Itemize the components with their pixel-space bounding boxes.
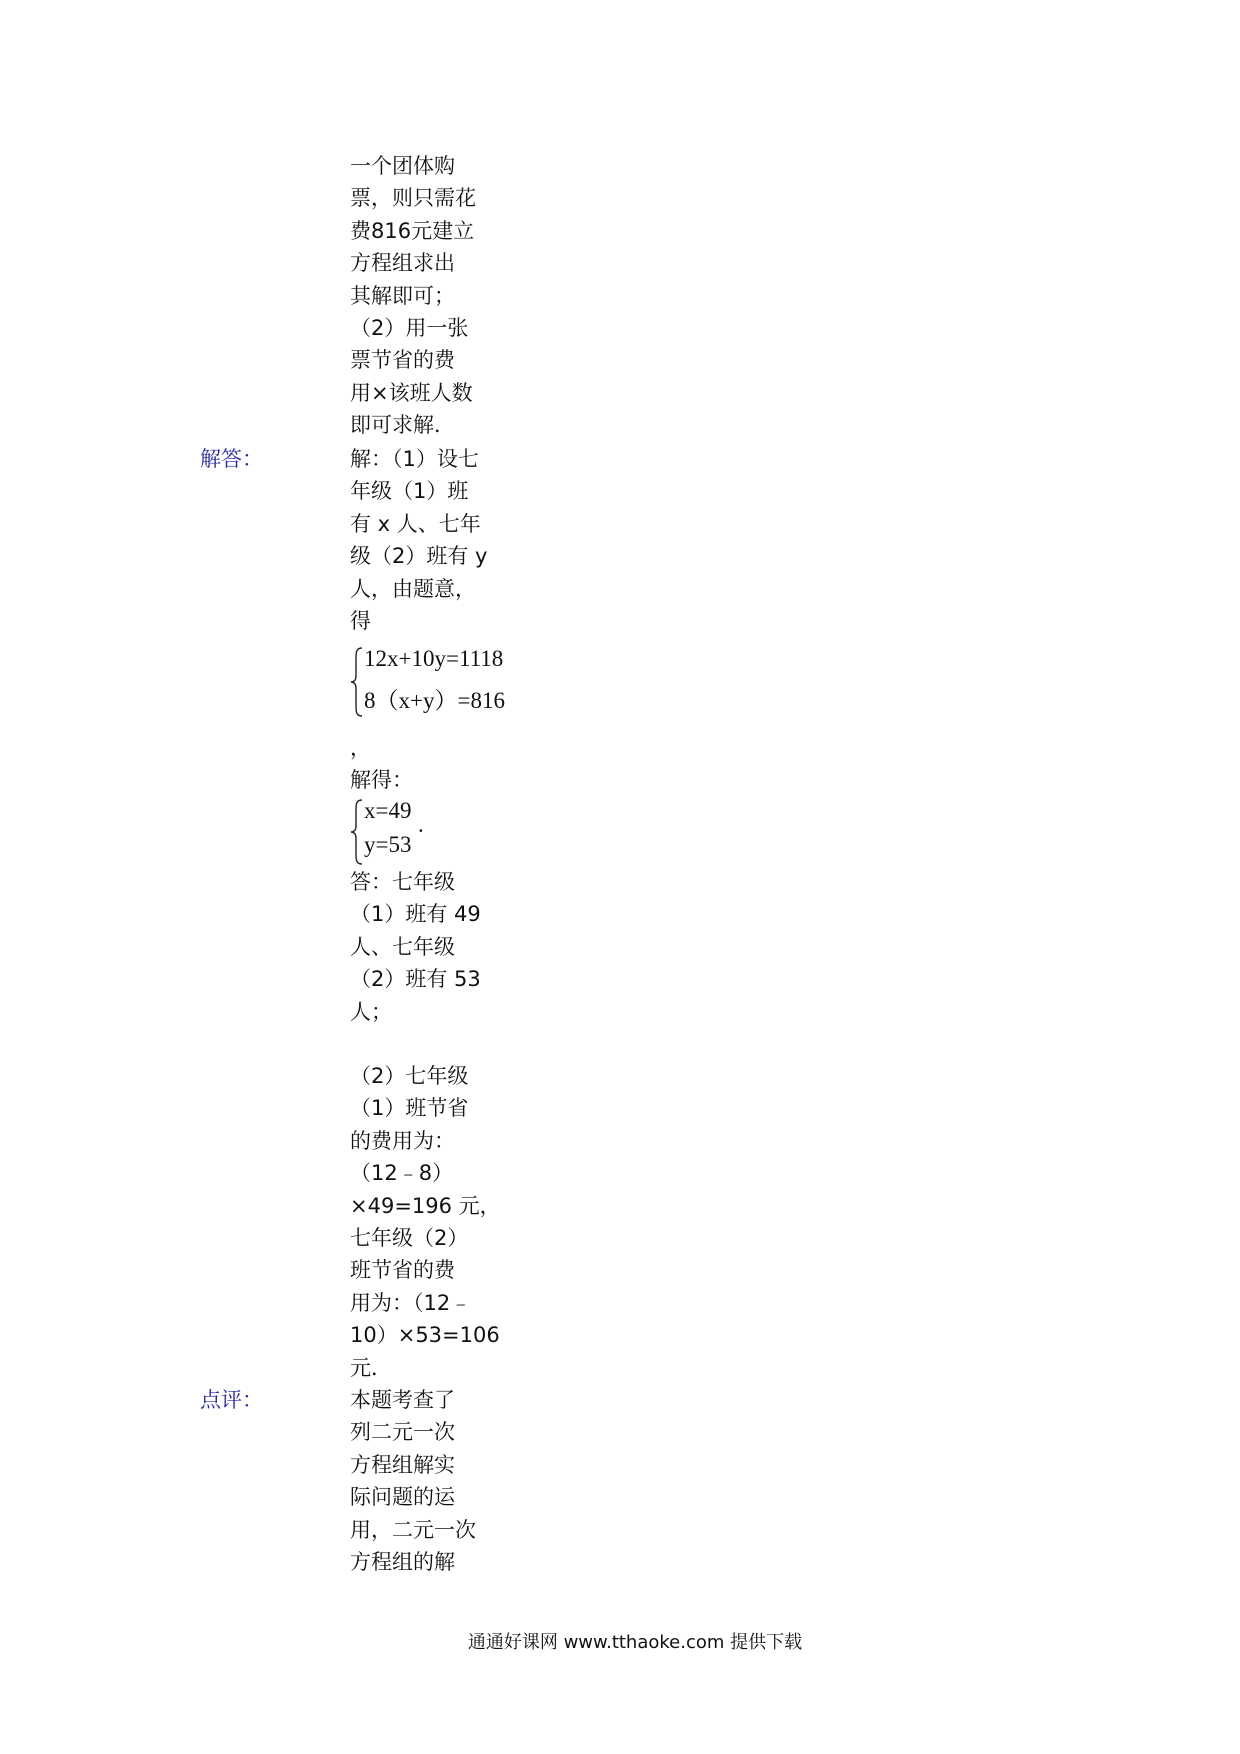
left-brace-icon xyxy=(350,646,364,718)
answer-line: 解：（1）设七 xyxy=(350,447,479,471)
answer-line: 元． xyxy=(350,1355,392,1380)
comment-line: 方程组的解 xyxy=(350,1549,455,1574)
comment-text xyxy=(350,1384,510,1578)
answer-line: 用为：（12﹣ xyxy=(350,1290,472,1315)
answer-line: （1）班有 49 xyxy=(350,902,481,927)
answer-line: 班节省的费 xyxy=(350,1258,455,1283)
comment-line: 本题考查了 xyxy=(350,1388,455,1412)
analysis-line: 即可求解． xyxy=(350,413,455,438)
answer-intro xyxy=(350,443,510,637)
page-footer: 通通好课网 www.tthaoke.com 提供下载 xyxy=(467,1632,803,1653)
answer-line: （12﹣8） xyxy=(350,1161,454,1186)
analysis-line: 其解即可； xyxy=(350,283,455,308)
answer-line: 人，由题意， xyxy=(350,576,476,601)
answer-line: 人； xyxy=(350,999,392,1024)
answer-line: ×49=196 元， xyxy=(350,1193,501,1218)
answer-line: （2）班有 53 xyxy=(350,967,481,992)
comment-label: 点评： xyxy=(200,1388,263,1412)
equation-line: y=53 xyxy=(364,832,412,857)
answer-line: （2）七年级 xyxy=(350,1064,469,1088)
analysis-text xyxy=(350,150,510,442)
answer-line: 得 xyxy=(350,608,371,633)
answer-line: 年级（1）班 xyxy=(350,479,469,504)
analysis-line: 票节省的费 xyxy=(350,348,455,373)
analysis-line: 一个团体购 xyxy=(350,154,455,178)
answer-comma xyxy=(350,732,510,797)
answer-line: 有 x 人、七年 xyxy=(350,511,481,536)
analysis-line: 费816元建立 xyxy=(350,218,475,243)
answer-line: （1）班节省 xyxy=(350,1096,469,1121)
comma-text: ， xyxy=(350,736,371,760)
analysis-line: 票，则只需花 xyxy=(350,186,476,211)
comment-line: 方程组解实 xyxy=(350,1452,455,1477)
answer-line: 的费用为： xyxy=(350,1128,455,1153)
answer-conclusion xyxy=(350,866,510,1028)
comment-line: 列二元一次 xyxy=(350,1420,455,1445)
answer-line: 七年级（2） xyxy=(350,1225,469,1250)
comment-line: 用，二元一次 xyxy=(350,1517,476,1542)
answer-line: 级（2）班有 y xyxy=(350,544,488,569)
comment-line: 际问题的运 xyxy=(350,1485,455,1510)
analysis-line: （2）用一张 xyxy=(350,315,469,340)
answer-line: 答：七年级 xyxy=(350,870,455,894)
equation-line: 8（x+y）=816 xyxy=(364,688,505,713)
analysis-line: 用×该班人数 xyxy=(350,380,473,405)
equation-line: 12x+10y=1118 xyxy=(364,646,504,671)
equation-system-1 xyxy=(350,646,530,718)
answer-part-2 xyxy=(350,1060,510,1384)
analysis-line: 方程组求出 xyxy=(350,251,455,276)
answer-line: 10）×53=106 xyxy=(350,1323,500,1348)
answer-label: 解答： xyxy=(200,447,263,471)
equation-line: x=49 xyxy=(364,798,412,823)
left-brace-icon xyxy=(350,798,364,866)
equation-dot: . xyxy=(418,812,424,837)
solved-label: 解得： xyxy=(350,768,413,793)
answer-line: 人、七年级 xyxy=(350,934,455,959)
equation-system-2 xyxy=(350,798,470,866)
